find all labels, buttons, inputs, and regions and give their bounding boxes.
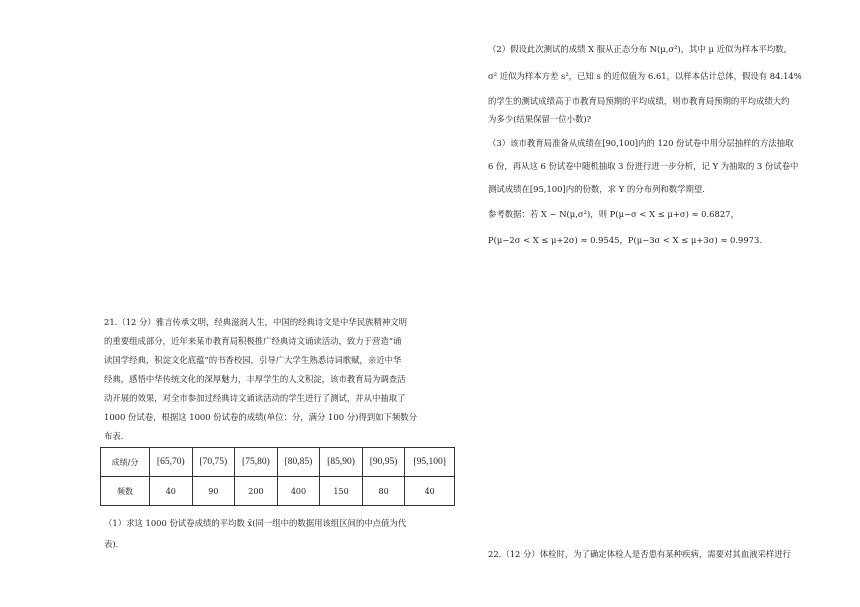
q21-line-6: 1000 份试卷，根据这 1000 份试卷的成绩(单位：分，满分 100 分)得到如下频数分	[104, 412, 417, 422]
table-header-score: 成绩/分	[101, 448, 150, 477]
q20-part2-line-2: σ² 近似为样本方差 s²，已知 s 的近似值为 6.61，以样本估计总体，假设有 84.14%	[488, 71, 802, 81]
table-cell-interval: [95,100]	[405, 448, 455, 477]
q21-line-4: 经典，感悟中华传统文化的深厚魅力，丰厚学生的人文积淀，该市教育局为调查活	[104, 374, 406, 384]
reference-data-line-2: P(μ−2σ < X ≤ μ+2σ) ≈ 0.9545，P(μ−3σ < X ≤ μ+3σ) ≈ 0.9973.	[488, 235, 762, 245]
q20-part2-line-3: 的学生的测试成绩高于市教育局预期的平均成绩，则市教育局预期的平均成绩大约	[488, 96, 790, 106]
q20-part2-line-1: （2）假设此次测试的成绩 X 服从正态分布 N(μ,σ²)，其中 μ 近似为样本平均数，	[488, 44, 792, 54]
q21-line-7: 布表.	[104, 431, 124, 441]
table-cell-count: 40	[150, 477, 193, 506]
table-cell-interval: [65,70)	[150, 448, 193, 477]
q21-part1-line-2: 表).	[104, 539, 119, 549]
q21-line-1: 21.（12 分）雅言传承文明，经典滋润人生，中国的经典诗文是中华民族精神文明	[104, 317, 408, 327]
table-cell-count: 40	[405, 477, 455, 506]
reference-data-line-1: 参考数据：若 X ~ N(μ,σ²)，则 P(μ−σ < X ≤ μ+σ) ≈ 0.6827，	[488, 209, 739, 219]
table-cell-interval: [85,90)	[320, 448, 363, 477]
q21-line-2: 的重要组成部分，近年来某市教育局积极推广经典诗文诵读活动，致力于营造“诵	[104, 336, 402, 346]
frequency-table	[100, 447, 455, 506]
q20-part3-line-3: 测试成绩在[95,100]内的份数，求 Y 的分布列和数学期望.	[488, 184, 705, 194]
table-cell-interval: [70,75)	[192, 448, 235, 477]
table-cell-count: 80	[362, 477, 405, 506]
q22-line: 22.（12 分）体检时，为了确定体检人是否患有某种疾病，需要对其血液采样进行	[488, 549, 792, 559]
table-cell-count: 150	[320, 477, 363, 506]
table-cell-count: 400	[277, 477, 320, 506]
q20-part3-line-1: （3）该市教育局准备从成绩在[90,100]内的 120 份试卷中用分层抽样的方法抽取	[488, 138, 794, 148]
q21-line-5: 动开展的效果，对全市参加过经典诗文诵读活动的学生进行了测试，并从中抽取了	[104, 393, 406, 403]
table-cell-count: 90	[192, 477, 235, 506]
table-row	[101, 448, 455, 477]
q20-part3-line-2: 6 份，再从这 6 份试卷中随机抽取 3 份进行进一步分析，记 Y 为抽取的 3 份试卷中	[488, 161, 799, 171]
q21-line-3: 读国学经典，积淀文化底蕴”的书香校园，引导广大学生熟悉诗词歌赋，亲近中华	[104, 355, 402, 365]
table-cell-interval: [75,80)	[235, 448, 278, 477]
q20-part2-line-4: 为多少(结果保留一位小数)?	[488, 114, 592, 124]
table-cell-interval: [90,95)	[362, 448, 405, 477]
q21-part1-line-1: （1）求这 1000 份试卷成绩的平均数 x̄(同一组中的数据用该组区间的中点值为代	[104, 518, 407, 528]
table-header-frequency: 频数	[101, 477, 150, 506]
table-cell-count: 200	[235, 477, 278, 506]
table-cell-interval: [80,85)	[277, 448, 320, 477]
table-row	[101, 477, 455, 506]
